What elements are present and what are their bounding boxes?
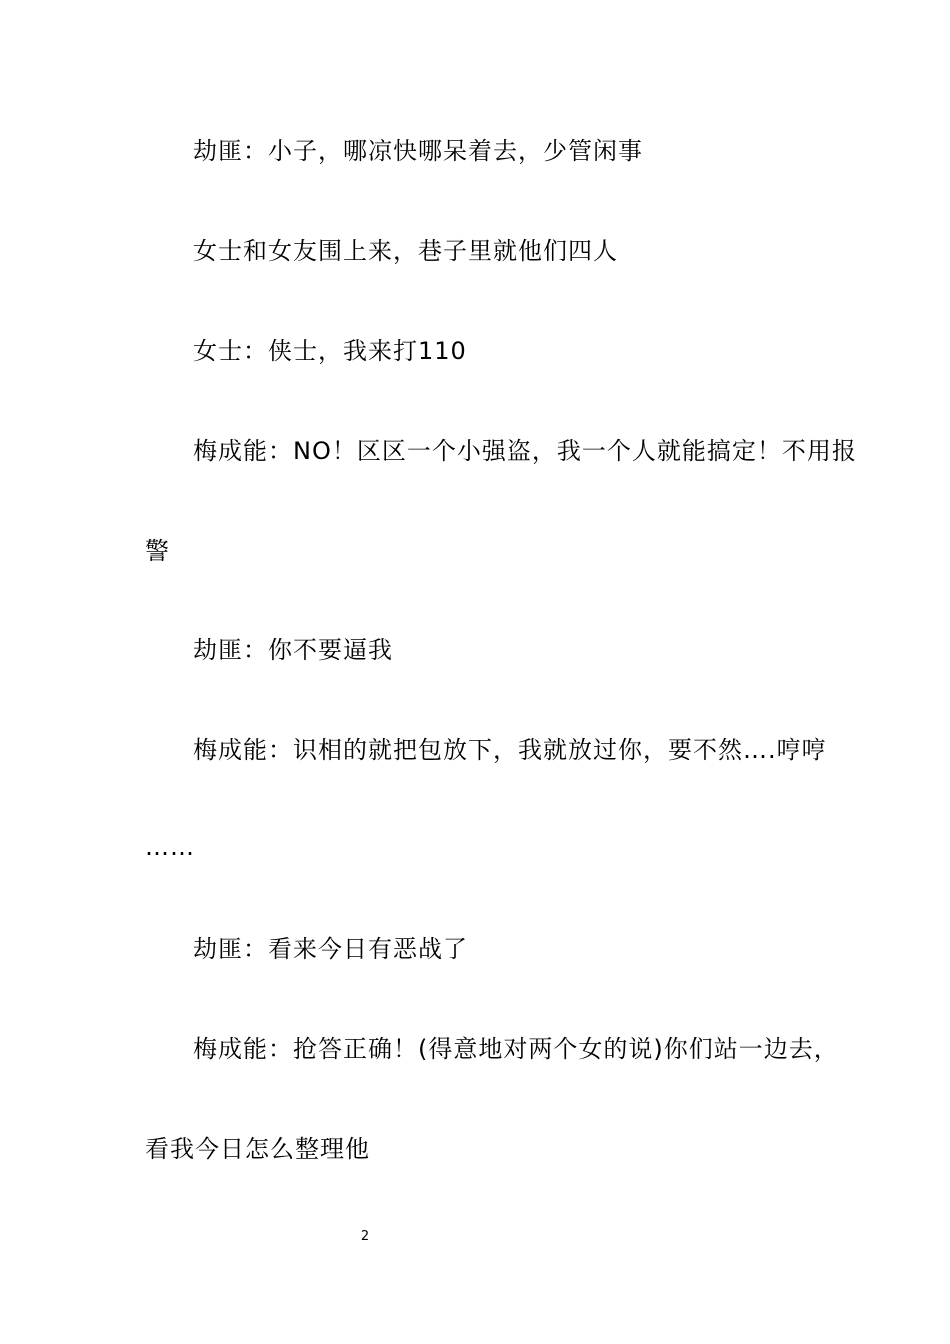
dialogue-line-mei-3: 梅成能：抢答正确！(得意地对两个女的说)你们站一边去， [193,1035,839,1063]
narration-line-1: 女士和女友围上来，巷子里就他们四人 [193,237,618,265]
dialogue-line-mei-3-continued: 看我今日怎么整理他 [145,1135,370,1163]
dialogue-line-mei-2-continued: …… [145,833,195,861]
dialogue-line-robber-1: 劫匪：小子，哪凉快哪呆着去，少管闲事 [193,137,643,165]
page-number: 2 [360,1229,370,1244]
dialogue-line-robber-2: 劫匪：你不要逼我 [193,636,393,664]
dialogue-line-mei-1: 梅成能：NO！区区一个小强盗，我一个人就能搞定！不用报 [193,437,857,465]
dialogue-line-lady-1: 女士：侠士，我来打110 [193,337,467,365]
dialogue-line-mei-2: 梅成能：识相的就把包放下，我就放过你，要不然….哼哼 [193,736,827,764]
dialogue-line-robber-3: 劫匪：看来今日有恶战了 [193,935,468,963]
dialogue-line-mei-1-continued: 警 [145,537,170,565]
